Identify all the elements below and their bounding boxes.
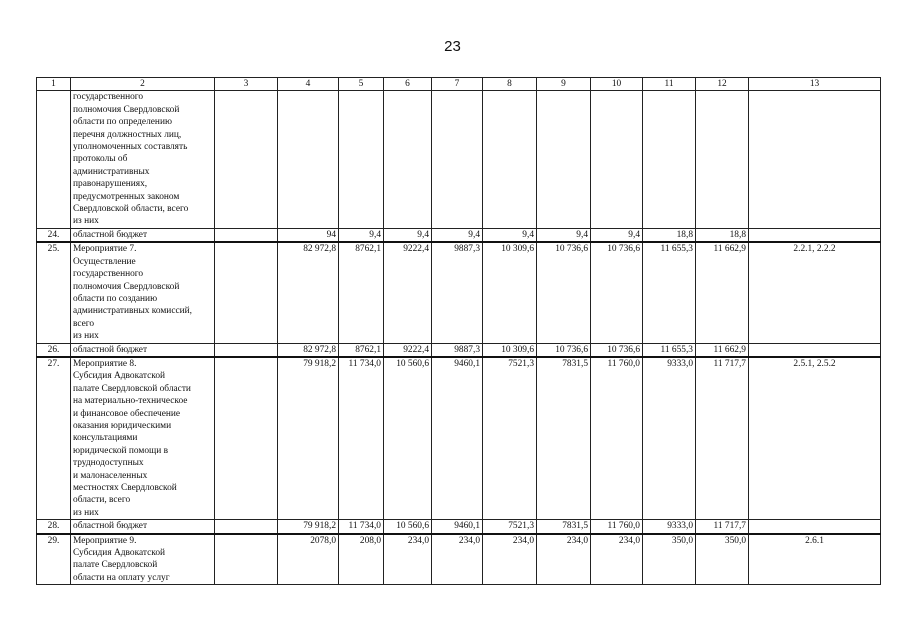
row-number-cell: 24. [37,228,71,242]
table-row [37,520,881,534]
value-cell: 9,4 [432,228,483,242]
value-cell: 350,0 [643,534,696,585]
target-reference-cell [749,343,881,357]
column-number-cell: 13 [749,78,881,91]
value-cell [696,91,749,228]
value-cell: 7831,5 [537,520,591,534]
value-cell: 7521,3 [483,520,537,534]
budget-table [36,77,881,585]
target-reference-cell [749,228,881,242]
value-cell [537,91,591,228]
table-row [37,242,881,343]
target-reference-cell [749,520,881,534]
column-number-cell: 4 [278,78,339,91]
value-cell: 7521,3 [483,357,537,520]
column-number-cell: 12 [696,78,749,91]
description-cell: областной бюджет [71,228,215,242]
value-cell: 10 736,6 [537,343,591,357]
column-3-cell [215,520,278,534]
value-cell: 9,4 [591,228,643,242]
table-row [37,534,881,585]
column-number-cell: 5 [339,78,384,91]
value-cell: 94 [278,228,339,242]
value-cell: 82 972,8 [278,343,339,357]
target-reference-cell: 2.6.1 [749,534,881,585]
column-3-cell [215,242,278,343]
value-cell: 10 736,6 [591,242,643,343]
description-cell: Мероприятие 7. Осуществление государственного полномочия Свердловской области по созданию административных комиссий, всего из них [71,242,215,343]
value-cell: 9333,0 [643,520,696,534]
row-number-cell: 28. [37,520,71,534]
value-cell: 9222,4 [384,343,432,357]
value-cell: 11 655,3 [643,343,696,357]
value-cell: 11 734,0 [339,520,384,534]
value-cell: 9460,1 [432,357,483,520]
column-3-cell [215,91,278,228]
column-3-cell [215,228,278,242]
value-cell: 350,0 [696,534,749,585]
description-cell: Мероприятие 8. Субсидия Адвокатской палате Свердловской области на материально-техническое и финансовое обеспечение оказания юридическими консультациями юридической помощи в труднодоступных и малонаселенных местностях Свердловской области, всего из них [71,357,215,520]
value-cell: 9333,0 [643,357,696,520]
value-cell: 18,8 [696,228,749,242]
value-cell: 79 918,2 [278,520,339,534]
value-cell: 18,8 [643,228,696,242]
value-cell [432,91,483,228]
value-cell: 2078,0 [278,534,339,585]
value-cell: 10 736,6 [537,242,591,343]
page-number: 23 [444,38,461,55]
value-cell: 7831,5 [537,357,591,520]
column-3-cell [215,343,278,357]
value-cell: 10 560,6 [384,357,432,520]
row-number-cell: 29. [37,534,71,585]
description-cell: государственного полномочия Свердловской области по определению перечня должностных лиц, уполномоченных составлять протоколы об административных правонарушениях, предусмотренных законом Свердловской области, всего из них [71,91,215,228]
column-number-cell: 7 [432,78,483,91]
value-cell [339,91,384,228]
value-cell [384,91,432,228]
value-cell: 9887,3 [432,242,483,343]
value-cell: 234,0 [432,534,483,585]
table-row [37,343,881,357]
value-cell: 234,0 [483,534,537,585]
value-cell: 10 309,6 [483,343,537,357]
value-cell: 8762,1 [339,242,384,343]
value-cell: 79 918,2 [278,357,339,520]
value-cell: 9,4 [537,228,591,242]
column-number-row [37,78,881,91]
value-cell [483,91,537,228]
column-number-cell: 8 [483,78,537,91]
value-cell: 234,0 [591,534,643,585]
description-cell: областной бюджет [71,343,215,357]
target-reference-cell [749,91,881,228]
value-cell: 11 717,7 [696,357,749,520]
value-cell: 9,4 [483,228,537,242]
value-cell: 234,0 [384,534,432,585]
value-cell: 10 309,6 [483,242,537,343]
column-number-cell: 9 [537,78,591,91]
value-cell: 11 734,0 [339,357,384,520]
table-row [37,91,881,228]
value-cell: 10 736,6 [591,343,643,357]
value-cell: 82 972,8 [278,242,339,343]
column-number-cell: 2 [71,78,215,91]
description-cell: Мероприятие 9. Субсидия Адвокатской палате Свердловской области на оплату услуг [71,534,215,585]
column-number-cell: 3 [215,78,278,91]
column-3-cell [215,357,278,520]
row-number-cell: 27. [37,357,71,520]
value-cell [591,91,643,228]
value-cell: 11 655,3 [643,242,696,343]
value-cell: 10 560,6 [384,520,432,534]
table-row [37,228,881,242]
value-cell: 11 662,9 [696,343,749,357]
table-row [37,357,881,520]
target-reference-cell: 2.5.1, 2.5.2 [749,357,881,520]
value-cell: 11 760,0 [591,520,643,534]
value-cell: 9460,1 [432,520,483,534]
column-number-cell: 10 [591,78,643,91]
target-reference-cell: 2.2.1, 2.2.2 [749,242,881,343]
value-cell: 11 662,9 [696,242,749,343]
value-cell: 234,0 [537,534,591,585]
value-cell: 11 760,0 [591,357,643,520]
column-number-cell: 11 [643,78,696,91]
value-cell [643,91,696,228]
description-cell: областной бюджет [71,520,215,534]
column-3-cell [215,534,278,585]
value-cell: 9222,4 [384,242,432,343]
value-cell [278,91,339,228]
row-number-cell: 25. [37,242,71,343]
value-cell: 9887,3 [432,343,483,357]
row-number-cell: 26. [37,343,71,357]
value-cell: 9,4 [339,228,384,242]
row-number-cell [37,91,71,228]
value-cell: 9,4 [384,228,432,242]
column-number-cell: 6 [384,78,432,91]
value-cell: 11 717,7 [696,520,749,534]
column-number-cell: 1 [37,78,71,91]
value-cell: 8762,1 [339,343,384,357]
value-cell: 208,0 [339,534,384,585]
